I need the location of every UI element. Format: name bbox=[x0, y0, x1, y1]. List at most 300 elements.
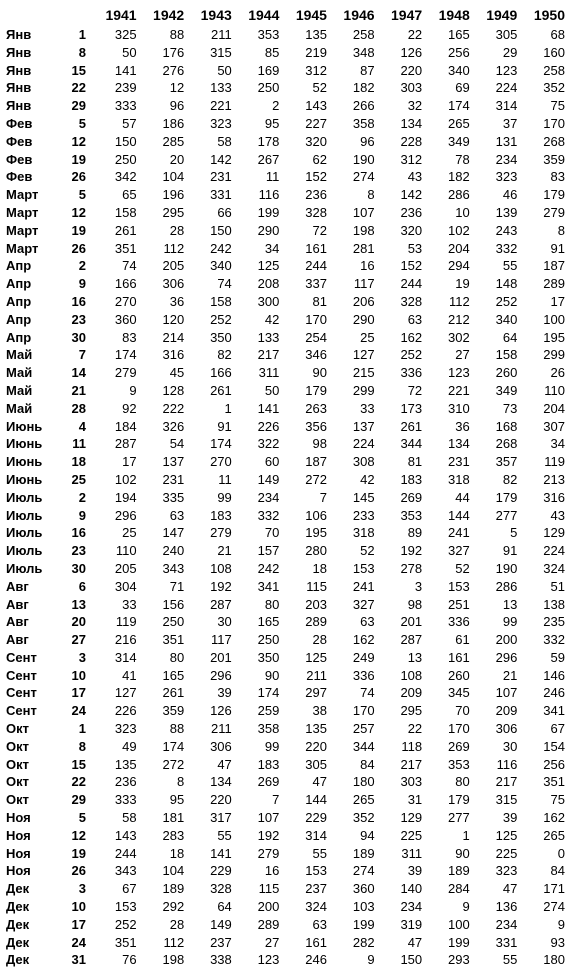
value-cell: 179 bbox=[495, 489, 518, 505]
day-cell: 15 bbox=[71, 756, 86, 772]
value-cell: 200 bbox=[495, 632, 518, 648]
value-cell: 9 bbox=[462, 899, 470, 915]
value-cell: 295 bbox=[162, 204, 185, 220]
value-cell: 316 bbox=[543, 489, 565, 505]
value-cell: 162 bbox=[352, 632, 375, 648]
value-cell: 76 bbox=[122, 952, 137, 968]
value-cell: 306 bbox=[495, 721, 518, 737]
value-cell: 72 bbox=[312, 222, 327, 238]
month-cell: Янв bbox=[6, 27, 32, 42]
month-cell: Окт bbox=[6, 792, 29, 808]
value-cell: 201 bbox=[210, 649, 232, 665]
value-cell: 60 bbox=[264, 454, 280, 470]
month-cell: Май bbox=[6, 382, 33, 398]
table-row bbox=[4, 453, 568, 471]
value-cell: 244 bbox=[305, 258, 327, 274]
value-cell: 327 bbox=[352, 596, 375, 612]
month-cell: Окт bbox=[6, 756, 29, 772]
value-cell: 243 bbox=[495, 222, 518, 238]
value-cell: 228 bbox=[400, 133, 423, 149]
value-cell: 106 bbox=[305, 507, 327, 523]
value-cell: 55 bbox=[312, 845, 327, 861]
month-cell: Фев bbox=[6, 115, 33, 131]
value-cell: 162 bbox=[400, 329, 423, 345]
day-cell: 26 bbox=[71, 240, 86, 256]
value-cell: 343 bbox=[114, 863, 137, 879]
value-cell: 209 bbox=[400, 685, 423, 701]
value-cell: 261 bbox=[210, 382, 232, 398]
value-cell: 192 bbox=[257, 827, 280, 843]
value-cell: 199 bbox=[257, 204, 280, 220]
value-cell: 127 bbox=[114, 685, 137, 701]
value-cell: 221 bbox=[448, 382, 470, 398]
value-cell: 317 bbox=[210, 810, 232, 826]
value-cell: 112 bbox=[163, 240, 185, 256]
month-cell: Май bbox=[6, 347, 33, 363]
value-cell: 27 bbox=[264, 934, 280, 950]
value-cell: 96 bbox=[360, 133, 375, 149]
value-cell: 249 bbox=[352, 649, 375, 665]
value-cell: 292 bbox=[162, 899, 185, 915]
value-cell: 198 bbox=[162, 952, 185, 968]
day-cell: 19 bbox=[71, 151, 86, 167]
value-cell: 199 bbox=[352, 916, 375, 932]
value-cell: 129 bbox=[400, 810, 423, 826]
value-cell: 332 bbox=[543, 632, 565, 648]
month-cell: Апр bbox=[6, 258, 32, 274]
value-cell: 239 bbox=[114, 80, 137, 96]
value-cell: 169 bbox=[257, 62, 280, 78]
table-row bbox=[4, 542, 568, 560]
value-cell: 10 bbox=[455, 204, 470, 220]
table-row bbox=[4, 738, 568, 756]
table-row bbox=[4, 489, 568, 507]
value-cell: 99 bbox=[502, 614, 518, 630]
value-cell: 9 bbox=[367, 952, 375, 968]
value-cell: 183 bbox=[257, 756, 280, 772]
value-cell: 349 bbox=[448, 133, 470, 149]
value-cell: 67 bbox=[122, 881, 137, 897]
value-cell: 234 bbox=[257, 489, 280, 505]
table-row bbox=[4, 275, 568, 293]
table-row bbox=[4, 418, 568, 436]
value-cell: 324 bbox=[305, 899, 327, 915]
value-cell: 344 bbox=[400, 436, 423, 452]
value-cell: 257 bbox=[352, 721, 375, 737]
value-cell: 333 bbox=[114, 98, 137, 114]
value-cell: 206 bbox=[352, 293, 375, 309]
value-cell: 331 bbox=[495, 934, 518, 950]
value-cell: 98 bbox=[312, 436, 327, 452]
value-cell: 310 bbox=[448, 400, 470, 416]
day-cell: 15 bbox=[71, 62, 86, 78]
value-cell: 336 bbox=[352, 667, 375, 683]
value-cell: 340 bbox=[210, 258, 232, 274]
value-cell: 241 bbox=[448, 525, 470, 541]
value-cell: 143 bbox=[114, 827, 137, 843]
value-cell: 102 bbox=[448, 222, 470, 238]
value-cell: 351 bbox=[114, 240, 137, 256]
value-cell: 54 bbox=[169, 436, 185, 452]
value-cell: 277 bbox=[448, 810, 470, 826]
value-cell: 296 bbox=[495, 649, 518, 665]
day-cell: 8 bbox=[78, 44, 86, 60]
value-cell: 37 bbox=[502, 115, 518, 131]
value-cell: 68 bbox=[550, 27, 565, 42]
value-cell: 179 bbox=[543, 187, 565, 203]
month-cell: Дек bbox=[6, 881, 30, 897]
day-cell: 3 bbox=[78, 881, 86, 897]
value-cell: 134 bbox=[400, 115, 423, 131]
value-cell: 146 bbox=[543, 667, 565, 683]
value-cell: 312 bbox=[400, 151, 423, 167]
year-header: 1945 bbox=[295, 7, 327, 23]
value-cell: 27 bbox=[455, 347, 470, 363]
value-cell: 88 bbox=[169, 721, 185, 737]
value-cell: 235 bbox=[543, 614, 565, 630]
value-cell: 237 bbox=[210, 934, 232, 950]
value-cell: 266 bbox=[352, 98, 375, 114]
value-cell: 199 bbox=[448, 934, 470, 950]
value-cell: 311 bbox=[401, 845, 423, 861]
value-cell: 140 bbox=[400, 881, 423, 897]
value-cell: 178 bbox=[257, 133, 280, 149]
value-cell: 246 bbox=[305, 952, 327, 968]
value-cell: 41 bbox=[122, 667, 137, 683]
value-cell: 70 bbox=[264, 525, 280, 541]
value-cell: 116 bbox=[258, 187, 280, 203]
value-cell: 42 bbox=[360, 471, 375, 487]
table-row bbox=[4, 649, 568, 667]
value-cell: 129 bbox=[543, 525, 565, 541]
value-cell: 246 bbox=[543, 685, 565, 701]
value-cell: 244 bbox=[400, 276, 423, 292]
value-cell: 166 bbox=[210, 365, 232, 381]
value-cell: 328 bbox=[400, 293, 423, 309]
value-cell: 222 bbox=[162, 400, 185, 416]
value-cell: 158 bbox=[114, 204, 137, 220]
value-cell: 82 bbox=[502, 471, 518, 487]
value-cell: 170 bbox=[448, 721, 470, 737]
table-row bbox=[4, 524, 568, 542]
day-cell: 28 bbox=[71, 400, 86, 416]
value-cell: 44 bbox=[455, 489, 470, 505]
value-cell: 120 bbox=[162, 311, 185, 327]
value-cell: 256 bbox=[448, 44, 470, 60]
day-cell: 17 bbox=[71, 685, 86, 701]
value-cell: 260 bbox=[495, 365, 518, 381]
table-row bbox=[4, 667, 568, 685]
value-cell: 280 bbox=[305, 543, 327, 559]
value-cell: 194 bbox=[114, 489, 137, 505]
value-cell: 295 bbox=[400, 703, 423, 719]
day-cell: 9 bbox=[78, 276, 86, 292]
value-cell: 95 bbox=[264, 115, 280, 131]
value-cell: 74 bbox=[360, 685, 375, 701]
value-cell: 324 bbox=[543, 560, 565, 576]
value-cell: 84 bbox=[360, 756, 375, 772]
value-cell: 216 bbox=[114, 632, 137, 648]
value-cell: 327 bbox=[448, 543, 470, 559]
table-row bbox=[4, 400, 568, 418]
day-cell: 29 bbox=[71, 792, 86, 808]
value-cell: 18 bbox=[169, 845, 185, 861]
value-cell: 135 bbox=[114, 756, 137, 772]
value-cell: 134 bbox=[448, 436, 470, 452]
value-cell: 183 bbox=[400, 471, 423, 487]
value-cell: 45 bbox=[169, 365, 185, 381]
value-cell: 142 bbox=[400, 187, 423, 203]
month-cell: Апр bbox=[6, 276, 32, 292]
value-cell: 166 bbox=[114, 276, 137, 292]
value-cell: 137 bbox=[162, 454, 185, 470]
value-cell: 234 bbox=[400, 899, 423, 915]
value-cell: 357 bbox=[495, 454, 518, 470]
value-cell: 225 bbox=[495, 845, 518, 861]
value-cell: 141 bbox=[114, 62, 137, 78]
value-cell: 279 bbox=[210, 525, 232, 541]
value-cell: 286 bbox=[495, 578, 518, 594]
value-cell: 131 bbox=[495, 133, 518, 149]
value-cell: 8 bbox=[367, 187, 375, 203]
table-row bbox=[4, 880, 568, 898]
value-cell: 306 bbox=[162, 276, 185, 292]
value-cell: 214 bbox=[162, 329, 185, 345]
table-body bbox=[4, 26, 568, 969]
value-cell: 332 bbox=[495, 240, 518, 256]
value-cell: 8 bbox=[557, 222, 565, 238]
value-cell: 7 bbox=[319, 489, 327, 505]
value-cell: 229 bbox=[305, 810, 327, 826]
value-cell: 125 bbox=[305, 649, 327, 665]
value-cell: 63 bbox=[169, 507, 185, 523]
value-cell: 17 bbox=[550, 293, 565, 309]
value-cell: 1 bbox=[462, 827, 470, 843]
value-cell: 160 bbox=[543, 44, 565, 60]
table-row bbox=[4, 578, 568, 596]
month-cell: Сент bbox=[6, 703, 37, 719]
day-cell: 9 bbox=[78, 507, 86, 523]
value-cell: 139 bbox=[495, 204, 518, 220]
value-cell: 252 bbox=[114, 916, 137, 932]
value-cell: 224 bbox=[495, 80, 518, 96]
value-cell: 73 bbox=[502, 400, 518, 416]
value-cell: 1 bbox=[224, 400, 232, 416]
value-cell: 80 bbox=[169, 649, 185, 665]
month-cell: Апр bbox=[6, 311, 32, 327]
value-cell: 123 bbox=[495, 62, 518, 78]
value-cell: 250 bbox=[257, 632, 280, 648]
value-cell: 7 bbox=[272, 792, 280, 808]
month-cell: Фев bbox=[6, 151, 33, 167]
value-cell: 215 bbox=[352, 365, 375, 381]
value-cell: 350 bbox=[210, 329, 232, 345]
value-cell: 50 bbox=[217, 62, 232, 78]
value-cell: 71 bbox=[169, 578, 185, 594]
day-cell: 30 bbox=[71, 560, 86, 576]
value-cell: 236 bbox=[305, 187, 327, 203]
value-cell: 231 bbox=[162, 471, 185, 487]
day-cell: 12 bbox=[71, 204, 86, 220]
value-cell: 211 bbox=[211, 721, 232, 737]
value-cell: 231 bbox=[448, 454, 470, 470]
value-cell: 184 bbox=[114, 418, 137, 434]
value-cell: 128 bbox=[162, 382, 185, 398]
value-cell: 302 bbox=[448, 329, 470, 345]
value-cell: 58 bbox=[122, 810, 137, 826]
value-cell: 16 bbox=[264, 863, 280, 879]
value-cell: 150 bbox=[210, 222, 232, 238]
value-cell: 217 bbox=[400, 756, 423, 772]
value-cell: 85 bbox=[264, 44, 280, 60]
value-cell: 226 bbox=[257, 418, 280, 434]
table-row bbox=[4, 133, 568, 151]
value-cell: 323 bbox=[495, 863, 518, 879]
value-cell: 279 bbox=[257, 845, 280, 861]
value-cell: 205 bbox=[114, 560, 137, 576]
value-cell: 217 bbox=[257, 347, 280, 363]
month-cell: Дек bbox=[6, 934, 30, 950]
value-cell: 332 bbox=[257, 507, 280, 523]
value-cell: 204 bbox=[448, 240, 470, 256]
value-cell: 242 bbox=[257, 560, 280, 576]
month-cell: Ноя bbox=[6, 827, 31, 843]
value-cell: 47 bbox=[407, 934, 423, 950]
value-cell: 353 bbox=[257, 27, 280, 42]
value-cell: 287 bbox=[400, 632, 423, 648]
value-cell: 16 bbox=[360, 258, 375, 274]
value-cell: 240 bbox=[162, 543, 185, 559]
value-cell: 161 bbox=[305, 934, 327, 950]
day-column-header bbox=[50, 4, 92, 26]
month-cell: Март bbox=[6, 187, 39, 203]
month-cell: Сент bbox=[6, 685, 37, 701]
table-row bbox=[4, 791, 568, 809]
value-cell: 51 bbox=[550, 578, 565, 594]
day-cell: 27 bbox=[71, 632, 86, 648]
value-cell: 286 bbox=[448, 187, 470, 203]
year-header: 1943 bbox=[200, 7, 232, 23]
day-cell: 1 bbox=[78, 27, 86, 42]
value-cell: 251 bbox=[448, 596, 470, 612]
value-cell: 190 bbox=[495, 560, 518, 576]
value-cell: 134 bbox=[210, 774, 232, 790]
value-cell: 179 bbox=[448, 792, 470, 808]
value-cell: 13 bbox=[407, 649, 423, 665]
value-cell: 319 bbox=[400, 916, 423, 932]
day-cell: 3 bbox=[78, 649, 86, 665]
value-cell: 260 bbox=[448, 667, 470, 683]
value-cell: 265 bbox=[352, 792, 375, 808]
value-cell: 116 bbox=[496, 756, 518, 772]
value-cell: 13 bbox=[502, 596, 518, 612]
value-cell: 353 bbox=[400, 507, 423, 523]
value-cell: 196 bbox=[162, 187, 185, 203]
value-cell: 340 bbox=[495, 311, 518, 327]
value-cell: 162 bbox=[543, 810, 565, 826]
value-cell: 192 bbox=[400, 543, 423, 559]
value-cell: 211 bbox=[211, 27, 232, 42]
month-cell: Март bbox=[6, 222, 39, 238]
value-cell: 149 bbox=[210, 916, 232, 932]
value-cell: 64 bbox=[217, 899, 232, 915]
value-cell: 153 bbox=[114, 899, 137, 915]
day-cell: 23 bbox=[71, 311, 86, 327]
value-cell: 187 bbox=[543, 258, 565, 274]
value-cell: 340 bbox=[448, 62, 470, 78]
value-cell: 142 bbox=[210, 151, 232, 167]
value-cell: 107 bbox=[495, 685, 518, 701]
value-cell: 123 bbox=[257, 952, 280, 968]
day-cell: 26 bbox=[71, 863, 86, 879]
value-cell: 269 bbox=[400, 489, 423, 505]
value-cell: 182 bbox=[352, 80, 375, 96]
value-cell: 8 bbox=[176, 774, 185, 790]
value-cell: 82 bbox=[217, 347, 232, 363]
day-cell: 31 bbox=[71, 952, 86, 968]
month-cell: Авг bbox=[6, 596, 29, 612]
value-cell: 344 bbox=[352, 738, 375, 754]
value-cell: 279 bbox=[543, 204, 565, 220]
value-cell: 360 bbox=[352, 881, 375, 897]
value-cell: 148 bbox=[495, 276, 518, 292]
value-cell: 170 bbox=[543, 115, 565, 131]
table-row bbox=[4, 364, 568, 382]
day-cell: 16 bbox=[71, 525, 86, 541]
value-cell: 250 bbox=[162, 614, 185, 630]
value-cell: 171 bbox=[543, 881, 565, 897]
value-cell: 141 bbox=[257, 400, 280, 416]
value-cell: 119 bbox=[115, 614, 137, 630]
value-cell: 297 bbox=[305, 685, 327, 701]
value-cell: 213 bbox=[543, 471, 565, 487]
value-cell: 341 bbox=[543, 703, 565, 719]
day-cell: 6 bbox=[78, 578, 86, 594]
value-cell: 306 bbox=[210, 738, 232, 754]
year-header: 1947 bbox=[391, 7, 423, 23]
value-cell: 92 bbox=[122, 400, 137, 416]
value-cell: 80 bbox=[264, 596, 280, 612]
value-cell: 229 bbox=[210, 863, 232, 879]
table-row bbox=[4, 97, 568, 115]
day-cell: 10 bbox=[71, 899, 86, 915]
value-cell: 94 bbox=[360, 827, 375, 843]
year-header: 1944 bbox=[248, 7, 280, 23]
value-cell: 265 bbox=[448, 115, 470, 131]
value-cell: 107 bbox=[352, 204, 375, 220]
day-cell: 19 bbox=[71, 222, 86, 238]
year-header: 1948 bbox=[438, 7, 470, 23]
value-cell: 186 bbox=[162, 115, 185, 131]
month-cell: Март bbox=[6, 204, 39, 220]
header-row bbox=[4, 4, 568, 26]
day-cell: 24 bbox=[71, 703, 86, 719]
day-cell: 17 bbox=[71, 916, 86, 932]
value-cell: 173 bbox=[400, 400, 423, 416]
value-cell: 170 bbox=[305, 311, 327, 327]
value-cell: 174 bbox=[210, 436, 232, 452]
month-cell: Янв bbox=[6, 98, 32, 114]
value-cell: 161 bbox=[448, 649, 470, 665]
value-cell: 39 bbox=[217, 685, 232, 701]
value-cell: 110 bbox=[115, 543, 137, 559]
value-cell: 165 bbox=[162, 667, 185, 683]
table-row bbox=[4, 934, 568, 952]
year-header: 1946 bbox=[343, 7, 375, 23]
table-row bbox=[4, 827, 568, 845]
value-cell: 58 bbox=[217, 133, 232, 149]
value-cell: 305 bbox=[305, 756, 327, 772]
